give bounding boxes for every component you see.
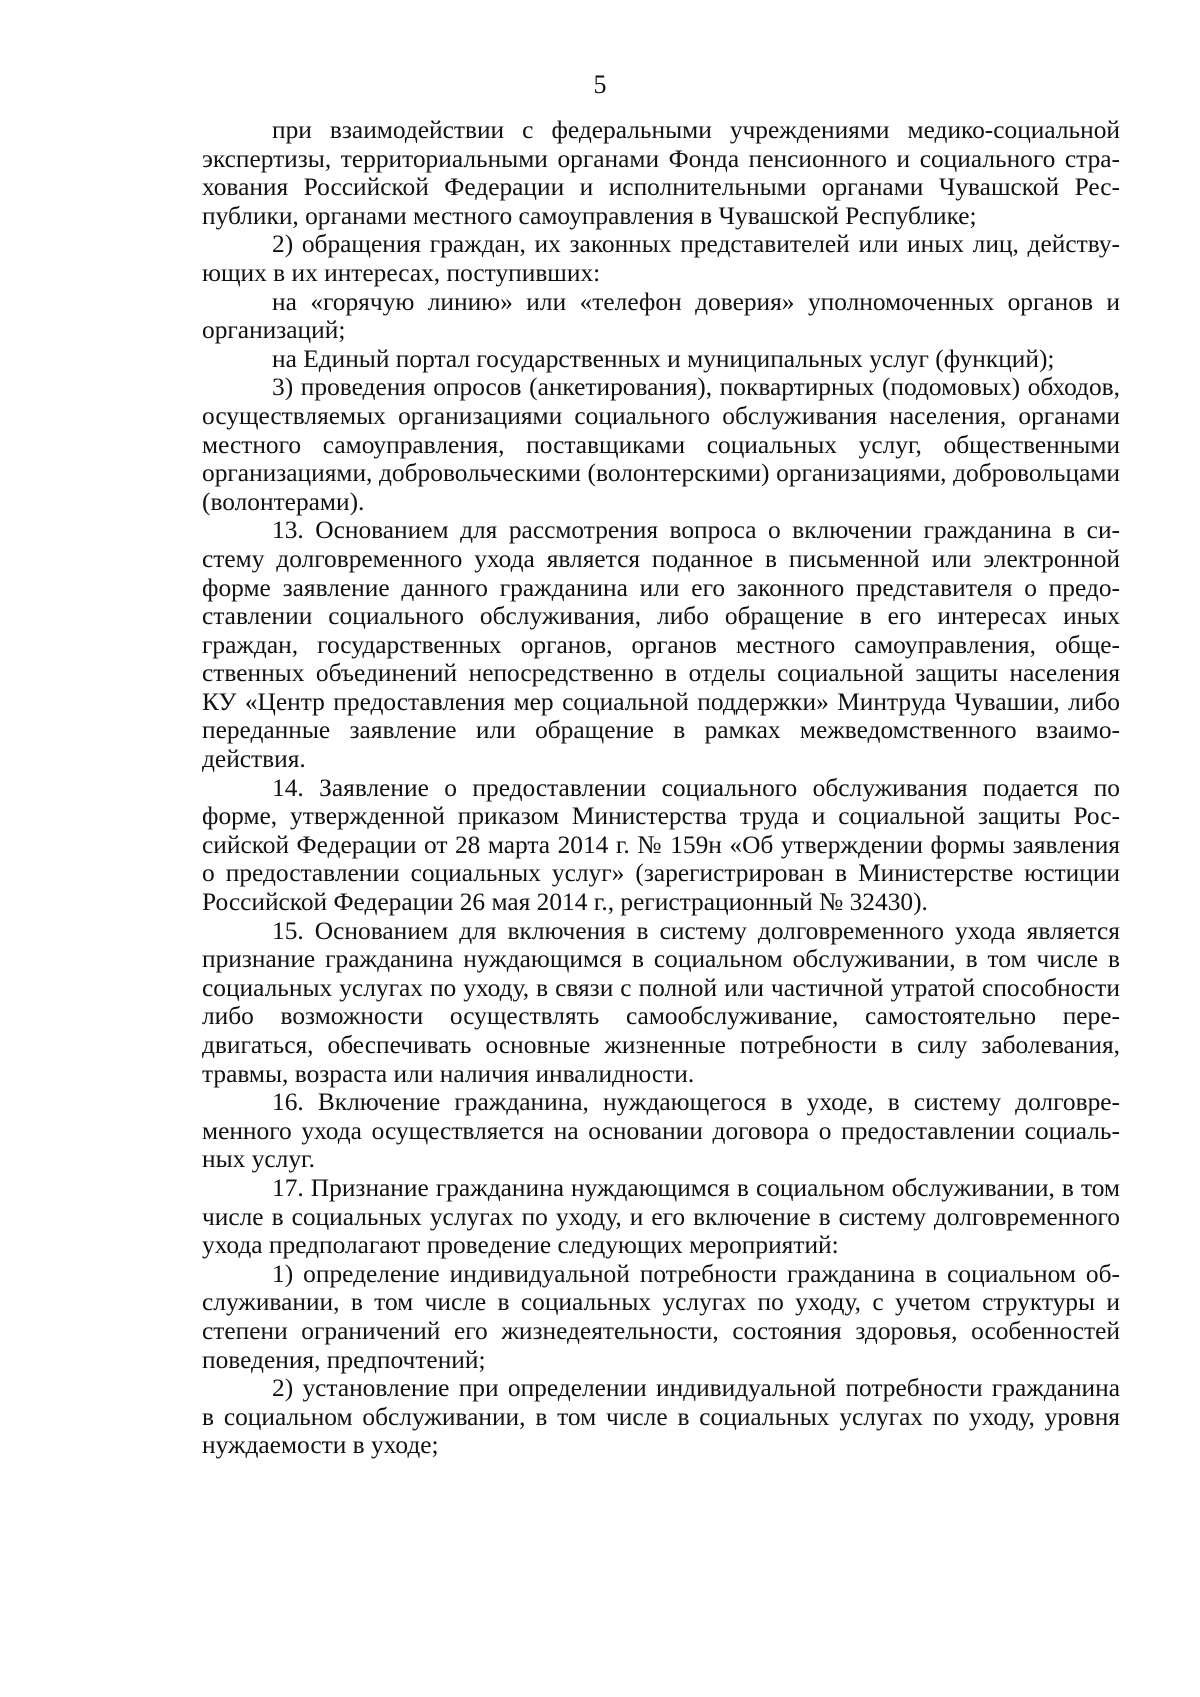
paragraph-unified-portal: на Единый портал государственных и муниципальных услуг (функций); [272,344,1055,373]
page-number: 5 [593,70,607,99]
paragraph-hotline: на «горячую линию» или «телефон доверия» уполномоченных органов и организаций; [202,287,1120,345]
paragraph-interaction: при взаимодействии с федеральными учреждениями медико-социальной экспертизы, территориальными органами Фонда пенсионного и социального страхования Российской Федерации и исполнительными органами Чувашской Республики, органами местного самоуправления в Чувашской Республике; [202,116,1120,230]
paragraph-16: 16. Включение гражданина, нуждающегося в уходе, в систему долговременного ухода осуществляется на основании договора о предоставлении социальных услуг. [202,1088,1120,1174]
paragraph-17-item-2: 2) установление при определении индивидуальной потребности гражданина в социальном обслуживании, в том числе в социальных услугах по уходу, уровня нуждаемости в уходе; [202,1374,1120,1460]
paragraph-14: 14. Заявление о предоставлении социального обслуживания подается по форме, утвержденной приказом Министерства труда и социальной защиты Российской Федерации от 28 марта 2014 г. № 159н «Об утверждении формы заявления о предоставлении социальных услуг» (зарегистрирован в Министерстве юстиции Российской Федерации 26 мая 2014 г., регистрационный № 32430). [202,773,1120,917]
paragraph-15: 15. Основанием для включения в систему долговременного ухода является признание гражданина нуждающимся в социальном обслуживании, в том числе в социальных услугах по уходу, в связи с полной или частичной утратой способности либо возможности осуществлять самообслуживание, самостоятельно передвигаться, обеспечивать основные жизненные потребности в силу заболевания, травмы, возраста или наличия инвалидности. [202,916,1120,1088]
paragraph-17: 17. Признание гражданина нуждающимся в социальном обслуживании, в том числе в социальных услугах по уходу, и его включение в систему долговременного ухода предполагают проведение следующих мероприятий: [202,1173,1120,1260]
paragraph-item-2-appeals: 2) обращения граждан, их законных представителей или иных лиц, действующих в их интересах, поступивших: [202,230,1120,287]
paragraph-17-item-1: 1) определение индивидуальной потребности гражданина в социальном обслуживании, в том числе в социальных услугах по уходу, с учетом структуры и степени ограничений его жизнедеятельности, состояния здоровья, особенностей поведения, предпочтений; [202,1259,1120,1374]
paragraph-item-3-surveys: 3) проведения опросов (анкетирования), поквартирных (подомовых) обходов, осуществляемых организациями социального обслуживания населения, органами местного самоуправления, поставщиками социальных услуг, общественными организациями, добровольческими (волонтерскими) организациями, добровольцами (волонтерами). [202,373,1120,516]
document-body [202,116,1120,1460]
paragraph-13: 13. Основанием для рассмотрения вопроса о включении гражданина в систему долговременного ухода является поданное в письменной или электронной форме заявление данного гражданина или его законного представителя о предоставлении социального обслуживания, либо обращение в его интересах иных граждан, государственных органов, органов местного самоуправления, общественных объединений непосредственно в отделы социальной защиты населения КУ «Центр предоставления мер социальной поддержки» Минтруда Чувашии, либо переданные заявление или обращение в рамках межведомственного взаимодействия. [202,516,1120,774]
